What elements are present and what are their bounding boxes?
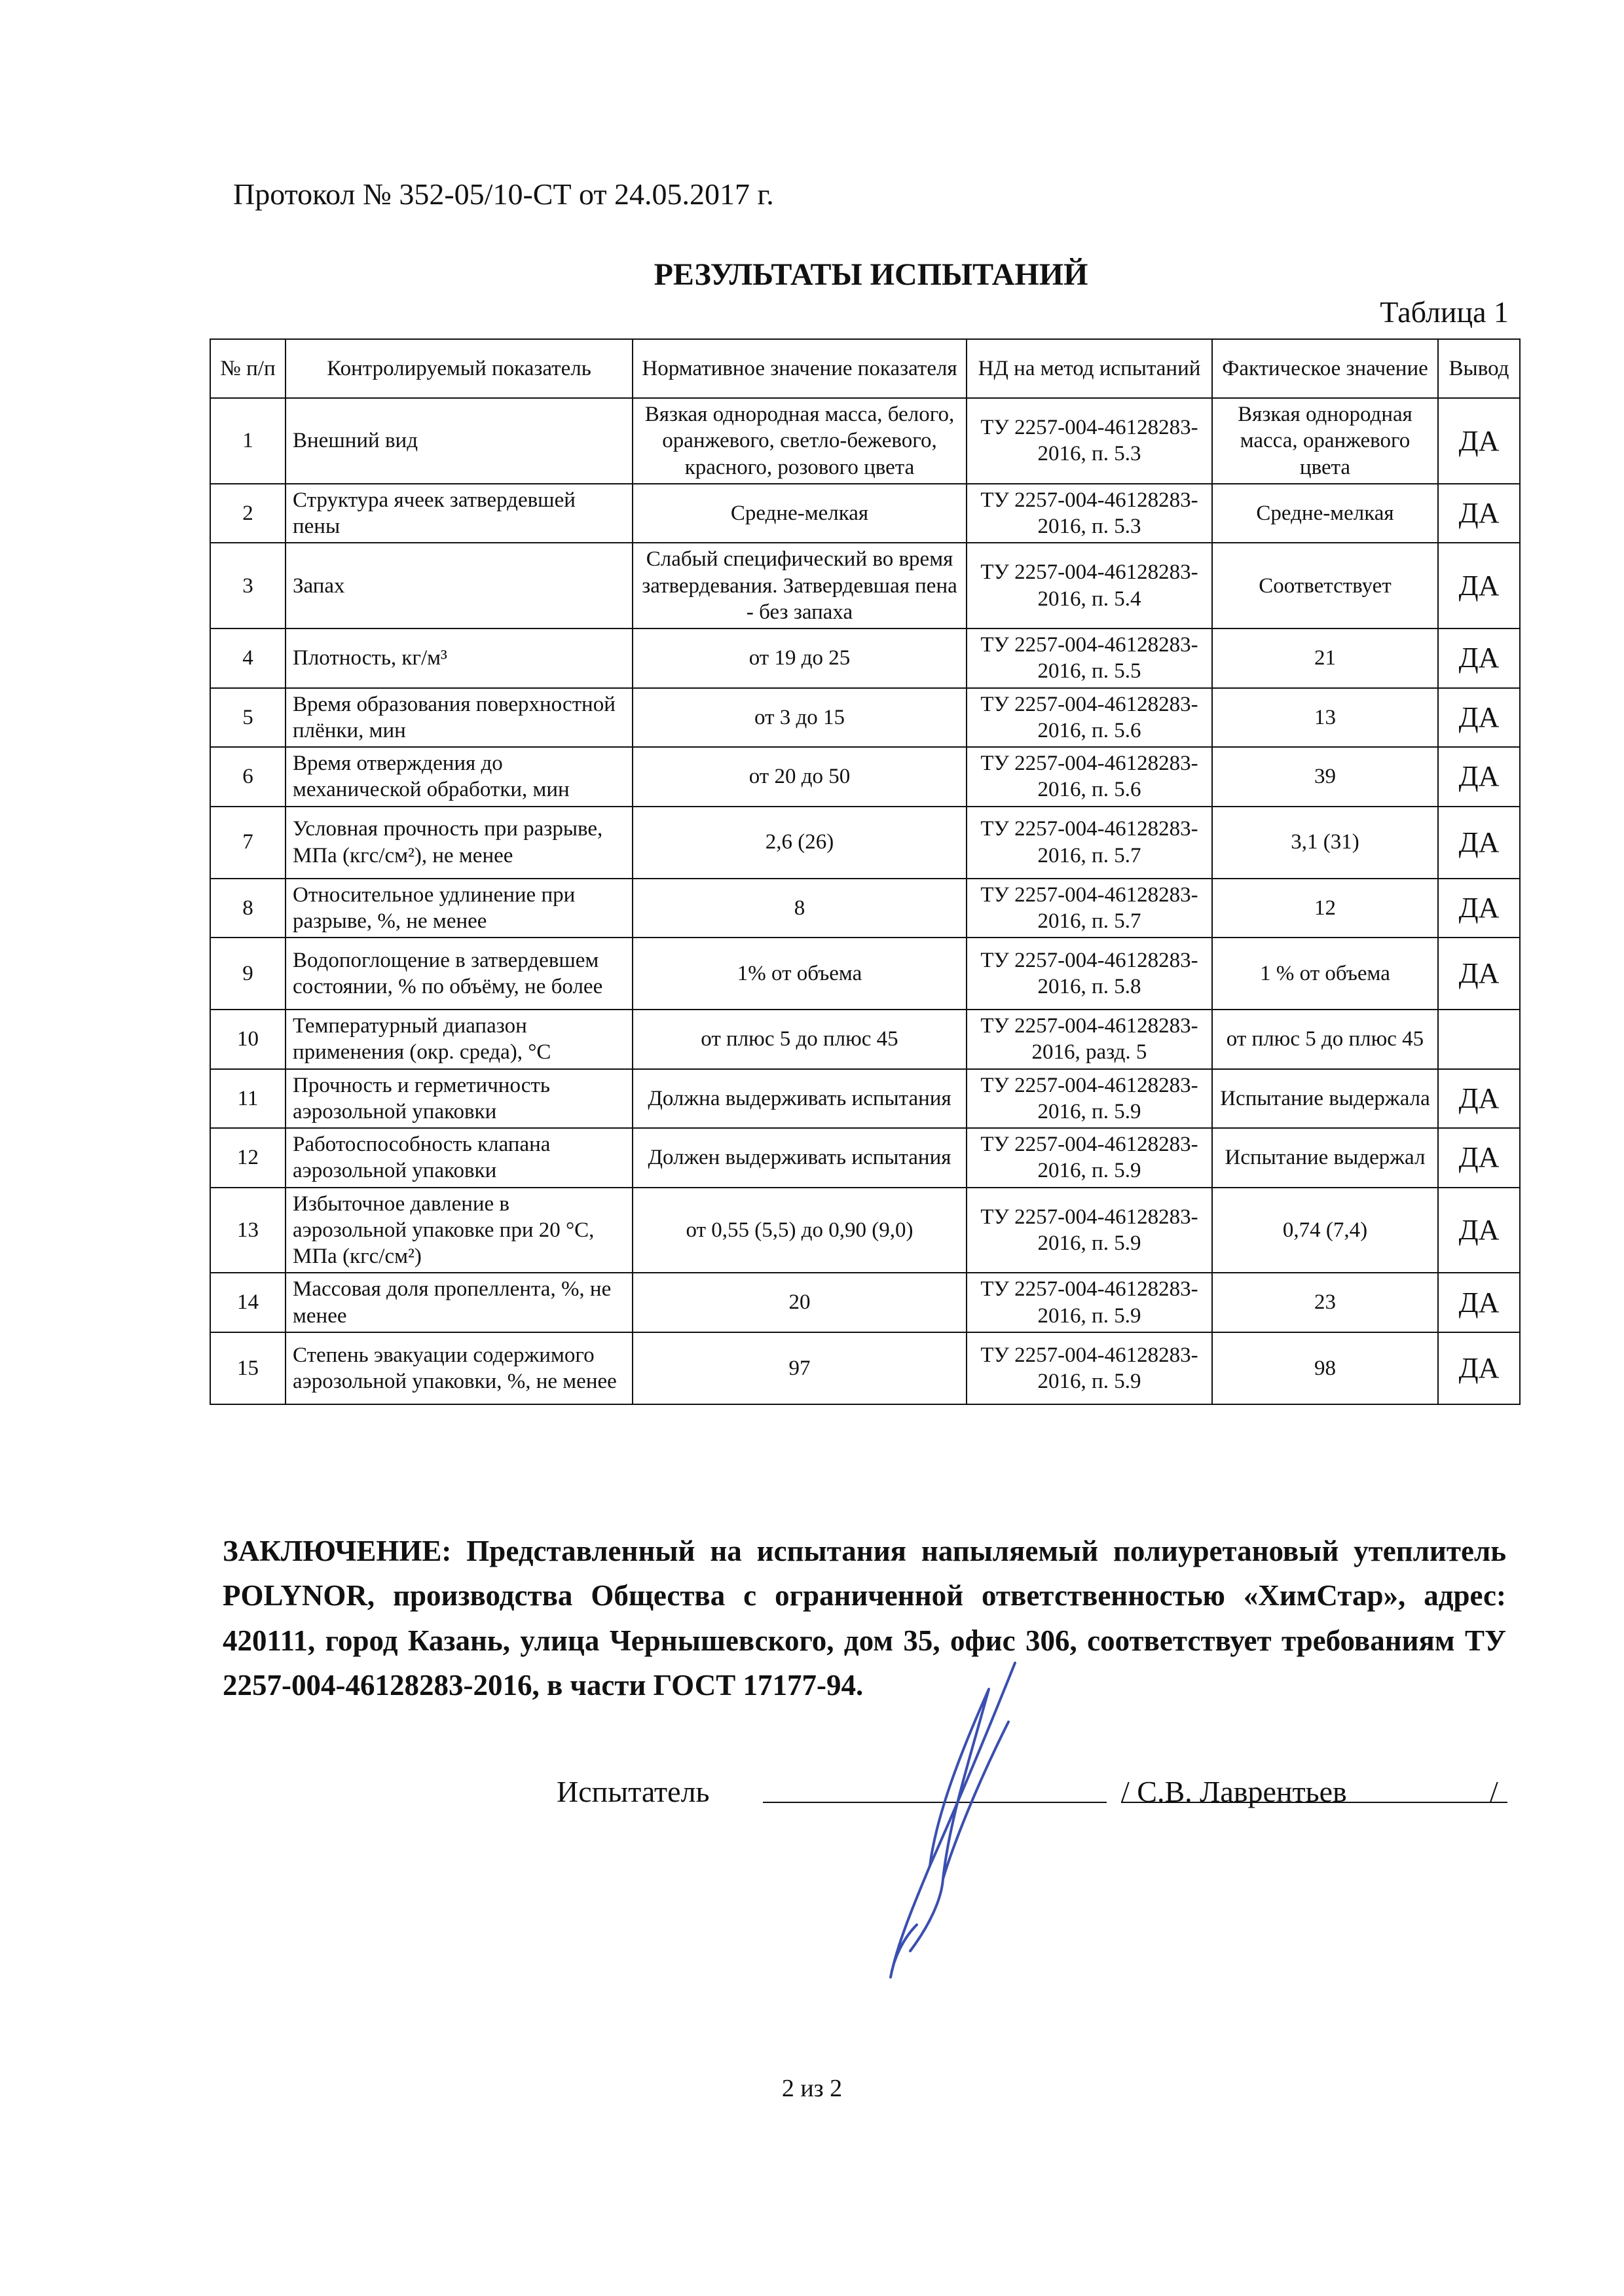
cell-output: ДА — [1438, 629, 1520, 688]
cell-method: ТУ 2257-004-46128283-2016, п. 5.3 — [967, 484, 1212, 543]
table-row — [210, 938, 1520, 1010]
header-actual: Фактическое значение — [1212, 339, 1438, 398]
header-norm: Нормативное значение показателя — [633, 339, 967, 398]
cell-output: ДА — [1438, 747, 1520, 807]
cell-name: Плотность, кг/м³ — [286, 629, 633, 688]
page-heading: РЕЗУЛЬТАТЫ ИСПЫТАНИЙ — [654, 257, 1088, 292]
cell-norm: Вязкая однородная масса, белого, оранжевого, светло-бежевого, красного, розового цвета — [633, 398, 967, 484]
cell-norm: Должен выдерживать испытания — [633, 1128, 967, 1188]
cell-output: ДА — [1438, 484, 1520, 543]
cell-norm: от 19 до 25 — [633, 629, 967, 688]
cell-output — [1438, 1010, 1520, 1069]
table-row — [210, 484, 1520, 543]
table-row — [210, 688, 1520, 748]
cell-actual: 23 — [1212, 1273, 1438, 1332]
handwritten-signature — [851, 1650, 1061, 2003]
table-row — [210, 807, 1520, 879]
tester-name: / С.В. Лаврентьев — [1121, 1775, 1347, 1808]
cell-name: Внешний вид — [286, 398, 633, 484]
cell-num: 7 — [210, 807, 286, 879]
cell-norm: от плюс 5 до плюс 45 — [633, 1010, 967, 1069]
cell-method: ТУ 2257-004-46128283-2016, п. 5.3 — [967, 398, 1212, 484]
cell-name: Прочность и герметичность аэрозольной упаковки — [286, 1069, 633, 1129]
cell-method: ТУ 2257-004-46128283-2016, п. 5.9 — [967, 1128, 1212, 1188]
cell-name: Запах — [286, 543, 633, 629]
cell-norm: 1% от объема — [633, 938, 967, 1010]
header-output: Вывод — [1438, 339, 1520, 398]
table-row — [210, 629, 1520, 688]
table-row — [210, 879, 1520, 938]
cell-name: Температурный диапазон применения (окр. среда), °С — [286, 1010, 633, 1069]
cell-output: ДА — [1438, 938, 1520, 1010]
cell-norm: 20 — [633, 1273, 967, 1332]
cell-output: ДА — [1438, 879, 1520, 938]
cell-num: 8 — [210, 879, 286, 938]
table-row — [210, 1332, 1520, 1404]
cell-name: Относительное удлинение при разрыве, %, не менее — [286, 879, 633, 938]
table-label: Таблица 1 — [1380, 295, 1509, 329]
cell-num: 3 — [210, 543, 286, 629]
table-body — [210, 398, 1520, 1404]
cell-name: Избыточное давление в аэрозольной упаковке при 20 °С, МПа (кгс/см²) — [286, 1188, 633, 1273]
table-row — [210, 1273, 1520, 1332]
cell-name: Условная прочность при разрыве, МПа (кгс/см²), не менее — [286, 807, 633, 879]
cell-actual: Испытание выдержал — [1212, 1128, 1438, 1188]
cell-actual: 39 — [1212, 747, 1438, 807]
cell-num: 13 — [210, 1188, 286, 1273]
cell-actual: 3,1 (31) — [1212, 807, 1438, 879]
name-end-slash: / — [1490, 1775, 1498, 1808]
cell-output: ДА — [1438, 1188, 1520, 1273]
cell-num: 2 — [210, 484, 286, 543]
cell-actual: Вязкая однородная масса, оранжевого цвета — [1212, 398, 1438, 484]
cell-method: ТУ 2257-004-46128283-2016, п. 5.4 — [967, 543, 1212, 629]
cell-method: ТУ 2257-004-46128283-2016, п. 5.9 — [967, 1332, 1212, 1404]
header-method: НД на метод испытаний — [967, 339, 1212, 398]
table-row — [210, 1069, 1520, 1129]
conclusion-text: ЗАКЛЮЧЕНИЕ: Представленный на испытания напыляемый полиуретановый утеплитель POLYNOR, производства Общества с ограниченной ответственностью «ХимСтар», адрес: 420111, город Казань, улица Чернышевского, дом 35, офис 306, соответствует требованиям ТУ 2257-004-46128283-2016, в части ГОСТ 17177-94. — [223, 1535, 1506, 1702]
cell-num: 14 — [210, 1273, 286, 1332]
cell-name: Работоспособность клапана аэрозольной упаковки — [286, 1128, 633, 1188]
cell-actual: 21 — [1212, 629, 1438, 688]
cell-num: 12 — [210, 1128, 286, 1188]
cell-actual: 12 — [1212, 879, 1438, 938]
cell-actual: 1 % от объема — [1212, 938, 1438, 1010]
cell-output: ДА — [1438, 688, 1520, 748]
table-row — [210, 543, 1520, 629]
cell-norm: Должна выдерживать испытания — [633, 1069, 967, 1129]
cell-method: ТУ 2257-004-46128283-2016, разд. 5 — [967, 1010, 1212, 1069]
cell-output: ДА — [1438, 398, 1520, 484]
cell-output: ДА — [1438, 807, 1520, 879]
table-header-row — [210, 339, 1520, 398]
header-name: Контролируемый показатель — [286, 339, 633, 398]
cell-output: ДА — [1438, 1128, 1520, 1188]
cell-actual: 0,74 (7,4) — [1212, 1188, 1438, 1273]
cell-output: ДА — [1438, 543, 1520, 629]
cell-actual: 13 — [1212, 688, 1438, 748]
cell-actual: от плюс 5 до плюс 45 — [1212, 1010, 1438, 1069]
cell-method: ТУ 2257-004-46128283-2016, п. 5.9 — [967, 1069, 1212, 1129]
cell-name: Время отверждения до механической обработки, мин — [286, 747, 633, 807]
cell-method: ТУ 2257-004-46128283-2016, п. 5.6 — [967, 747, 1212, 807]
cell-output: ДА — [1438, 1273, 1520, 1332]
table-row — [210, 747, 1520, 807]
cell-norm: от 3 до 15 — [633, 688, 967, 748]
cell-method: ТУ 2257-004-46128283-2016, п. 5.6 — [967, 688, 1212, 748]
cell-actual: Соответствует — [1212, 543, 1438, 629]
table-row — [210, 1128, 1520, 1188]
cell-actual: Средне-мелкая — [1212, 484, 1438, 543]
table-row — [210, 1188, 1520, 1273]
cell-name: Степень эвакуации содержимого аэрозольной упаковки, %, не менее — [286, 1332, 633, 1404]
cell-method: ТУ 2257-004-46128283-2016, п. 5.8 — [967, 938, 1212, 1010]
cell-output: ДА — [1438, 1332, 1520, 1404]
table-row — [210, 1010, 1520, 1069]
cell-method: ТУ 2257-004-46128283-2016, п. 5.9 — [967, 1273, 1212, 1332]
cell-norm: 97 — [633, 1332, 967, 1404]
cell-method: ТУ 2257-004-46128283-2016, п. 5.7 — [967, 879, 1212, 938]
cell-output: ДА — [1438, 1069, 1520, 1129]
page-number: 2 из 2 — [781, 2075, 843, 2102]
cell-num: 11 — [210, 1069, 286, 1129]
cell-num: 9 — [210, 938, 286, 1010]
results-table — [210, 338, 1521, 1405]
cell-name: Структура ячеек затвердевшей пены — [286, 484, 633, 543]
cell-num: 1 — [210, 398, 286, 484]
cell-actual: 98 — [1212, 1332, 1438, 1404]
cell-actual: Испытание выдержала — [1212, 1069, 1438, 1129]
cell-name: Массовая доля пропеллента, %, не менее — [286, 1273, 633, 1332]
tester-label: Испытатель — [557, 1775, 710, 1808]
cell-method: ТУ 2257-004-46128283-2016, п. 5.7 — [967, 807, 1212, 879]
header-num: № п/п — [210, 339, 286, 398]
cell-num: 6 — [210, 747, 286, 807]
cell-norm: от 0,55 (5,5) до 0,90 (9,0) — [633, 1188, 967, 1273]
cell-num: 10 — [210, 1010, 286, 1069]
cell-norm: Средне-мелкая — [633, 484, 967, 543]
cell-method: ТУ 2257-004-46128283-2016, п. 5.9 — [967, 1188, 1212, 1273]
cell-norm: Слабый специфический во время затвердевания. Затвердевшая пена - без запаха — [633, 543, 967, 629]
cell-num: 15 — [210, 1332, 286, 1404]
protocol-number: Протокол № 352-05/10-СТ от 24.05.2017 г. — [233, 177, 774, 211]
cell-norm: 8 — [633, 879, 967, 938]
cell-num: 4 — [210, 629, 286, 688]
cell-name: Водопоглощение в затвердевшем состоянии, % по объёму, не более — [286, 938, 633, 1010]
cell-method: ТУ 2257-004-46128283-2016, п. 5.5 — [967, 629, 1212, 688]
name-underline — [1121, 1802, 1507, 1803]
table-row — [210, 398, 1520, 484]
cell-norm: от 20 до 50 — [633, 747, 967, 807]
cell-norm: 2,6 (26) — [633, 807, 967, 879]
cell-num: 5 — [210, 688, 286, 748]
cell-name: Время образования поверхностной плёнки, мин — [286, 688, 633, 748]
